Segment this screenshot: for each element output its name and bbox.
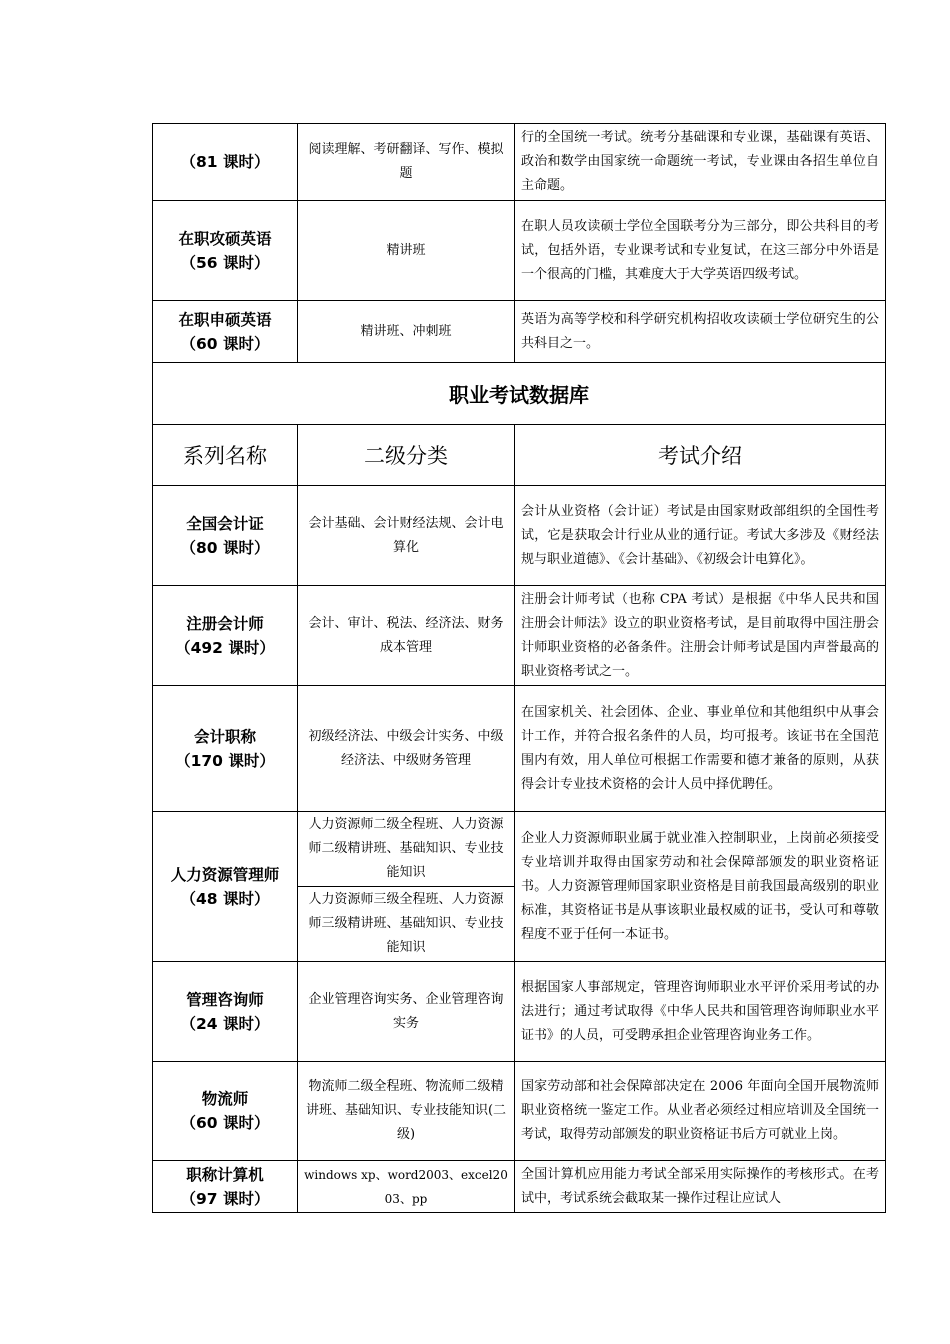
series-name: 在职攻硕英语 xyxy=(178,229,272,248)
table-row xyxy=(153,686,886,812)
series-name-cell xyxy=(153,586,298,686)
subcategory-text: windows xp、word2003、excel2003、pp xyxy=(304,1167,508,1206)
table-row xyxy=(153,1161,886,1213)
series-name: 人力资源管理师 xyxy=(170,865,280,884)
series-name-cell xyxy=(153,201,298,301)
table-row xyxy=(153,586,886,686)
series-name: 物流师 xyxy=(201,1090,249,1108)
table-row xyxy=(153,962,886,1062)
series-hours: （170 课时） xyxy=(175,751,275,770)
intro-cell: 企业人力资源师职业属于就业准入控制职业，上岗前必须接受专业培训并取得由国家劳动和社会保障部颁发的职业资格证书。人力资源管理师国家职业资格是目前我国最高级别的职业标准，其资格证书是从事该职业最权威的证书，受认可和尊敬程度不亚于任何一本证书。 xyxy=(515,812,886,962)
series-name-cell xyxy=(153,124,298,201)
subcategory-cell: 阅读理解、考研翻译、写作、模拟题 xyxy=(298,124,515,201)
subcategory-cell: 精讲班 xyxy=(298,201,515,301)
intro-cell: 在国家机关、社会团体、企业、事业单位和其他组织中从事会计工作，并符合报名条件的人员，均可报考。该证书在全国范围内有效，用人单位可根据工作需要和德才兼备的原则，从获得会计专业技术资格的会计人员中择优聘任。 xyxy=(515,686,886,812)
exam-database-table xyxy=(152,123,886,1213)
series-hours: （81 课时） xyxy=(180,153,270,171)
series-name-cell xyxy=(153,812,298,962)
series-name: 职称计算机 xyxy=(186,1165,264,1184)
header-intro: 考试介绍 xyxy=(515,425,886,486)
table-row xyxy=(153,124,886,201)
series-hours: （97 课时） xyxy=(180,1189,270,1208)
series-name: 管理咨询师 xyxy=(186,990,264,1009)
series-hours: （24 课时） xyxy=(180,1014,270,1033)
series-name-cell xyxy=(153,486,298,586)
subcategory-cell: 企业管理咨询实务、企业管理咨询实务 xyxy=(298,962,515,1062)
series-name: 注册会计师 xyxy=(186,614,264,633)
section-title-row xyxy=(153,363,886,425)
intro-cell: 行的全国统一考试。统考分基础课和专业课，基础课有英语、政治和数学由国家统一命题统一考试，专业课由各招生单位自主命题。 xyxy=(515,124,886,201)
series-hours: （56 课时） xyxy=(180,253,270,272)
intro-cell: 在职人员攻读硕士学位全国联考分为三部分，即公共科目的考试，包括外语，专业课考试和专业复试，在这三部分中外语是一个很高的门槛，其难度大于大学英语四级考试。 xyxy=(515,201,886,301)
series-hours: （60 课时） xyxy=(180,334,270,353)
subcategory-cell: 精讲班、冲刺班 xyxy=(298,301,515,363)
subcategory-cell: 会计基础、会计财经法规、会计电算化 xyxy=(298,486,515,586)
intro-cell: 英语为高等学校和科学研究机构招收攻读硕士学位研究生的公共科目之一。 xyxy=(515,301,886,363)
intro-cell: 注册会计师考试（也称 CPA 考试）是根据《中华人民共和国注册会计师法》设立的职业资格考试，是目前取得中国注册会计师职业资格的必备条件。注册会计师考试是国内声誉最高的职业资格考试之一。 xyxy=(515,586,886,686)
header-row xyxy=(153,425,886,486)
series-name-cell xyxy=(153,1062,298,1161)
subcategory-cell: 物流师二级全程班、物流师二级精讲班、基础知识、专业技能知识(二级) xyxy=(298,1062,515,1161)
intro-cell: 会计从业资格（会计证）考试是由国家财政部组织的全国性考试，它是获取会计行业从业的通行证。考试大多涉及《财经法规与职业道德》、《会计基础》、《初级会计电算化》。 xyxy=(515,486,886,586)
series-name: 会计职称 xyxy=(193,727,256,746)
series-name-cell xyxy=(153,686,298,812)
table-row xyxy=(153,201,886,301)
intro-cell: 国家劳动部和社会保障部决定在 2006 年面向全国开展物流师职业资格统一鉴定工作。从业者必须经过相应培训及全国统一考试，取得劳动部颁发的职业资格证书后方可就业上岗。 xyxy=(515,1062,886,1161)
series-name: 全国会计证 xyxy=(186,514,264,533)
series-hours: （80 课时） xyxy=(180,538,270,557)
table-row xyxy=(153,1062,886,1161)
series-name-cell xyxy=(153,962,298,1062)
table-row xyxy=(153,812,886,887)
section-title: 职业考试数据库 xyxy=(153,363,886,425)
table-row xyxy=(153,301,886,363)
intro-cell: 根据国家人事部规定，管理咨询师职业水平评价采用考试的办法进行；通过考试取得《中华人民共和国管理咨询师职业水平证书》的人员，可受聘承担企业管理咨询业务工作。 xyxy=(515,962,886,1062)
series-hours: （48 课时） xyxy=(180,889,270,908)
intro-cell: 全国计算机应用能力考试全部采用实际操作的考核形式。在考试中，考试系统会截取某一操作过程让应试人 xyxy=(515,1161,886,1213)
series-hours: （492 课时） xyxy=(175,638,275,657)
subcategory-cell: 初级经济法、中级会计实务、中级经济法、中级财务管理 xyxy=(298,686,515,812)
subcategory-cell: 人力资源师二级全程班、人力资源师二级精讲班、基础知识、专业技能知识 xyxy=(298,812,515,887)
subcategory-cell: 人力资源师三级全程班、人力资源师三级精讲班、基础知识、专业技能知识 xyxy=(298,887,515,962)
series-name-cell xyxy=(153,301,298,363)
series-hours: （60 课时） xyxy=(180,1114,270,1132)
table-row xyxy=(153,486,886,586)
subcategory-cell: 会计、审计、税法、经济法、财务成本管理 xyxy=(298,586,515,686)
series-name-cell xyxy=(153,1161,298,1213)
series-name: 在职申硕英语 xyxy=(178,310,272,329)
header-series-name: 系列名称 xyxy=(153,425,298,486)
subcategory-cell xyxy=(298,1161,515,1213)
header-subcategory: 二级分类 xyxy=(298,425,515,486)
